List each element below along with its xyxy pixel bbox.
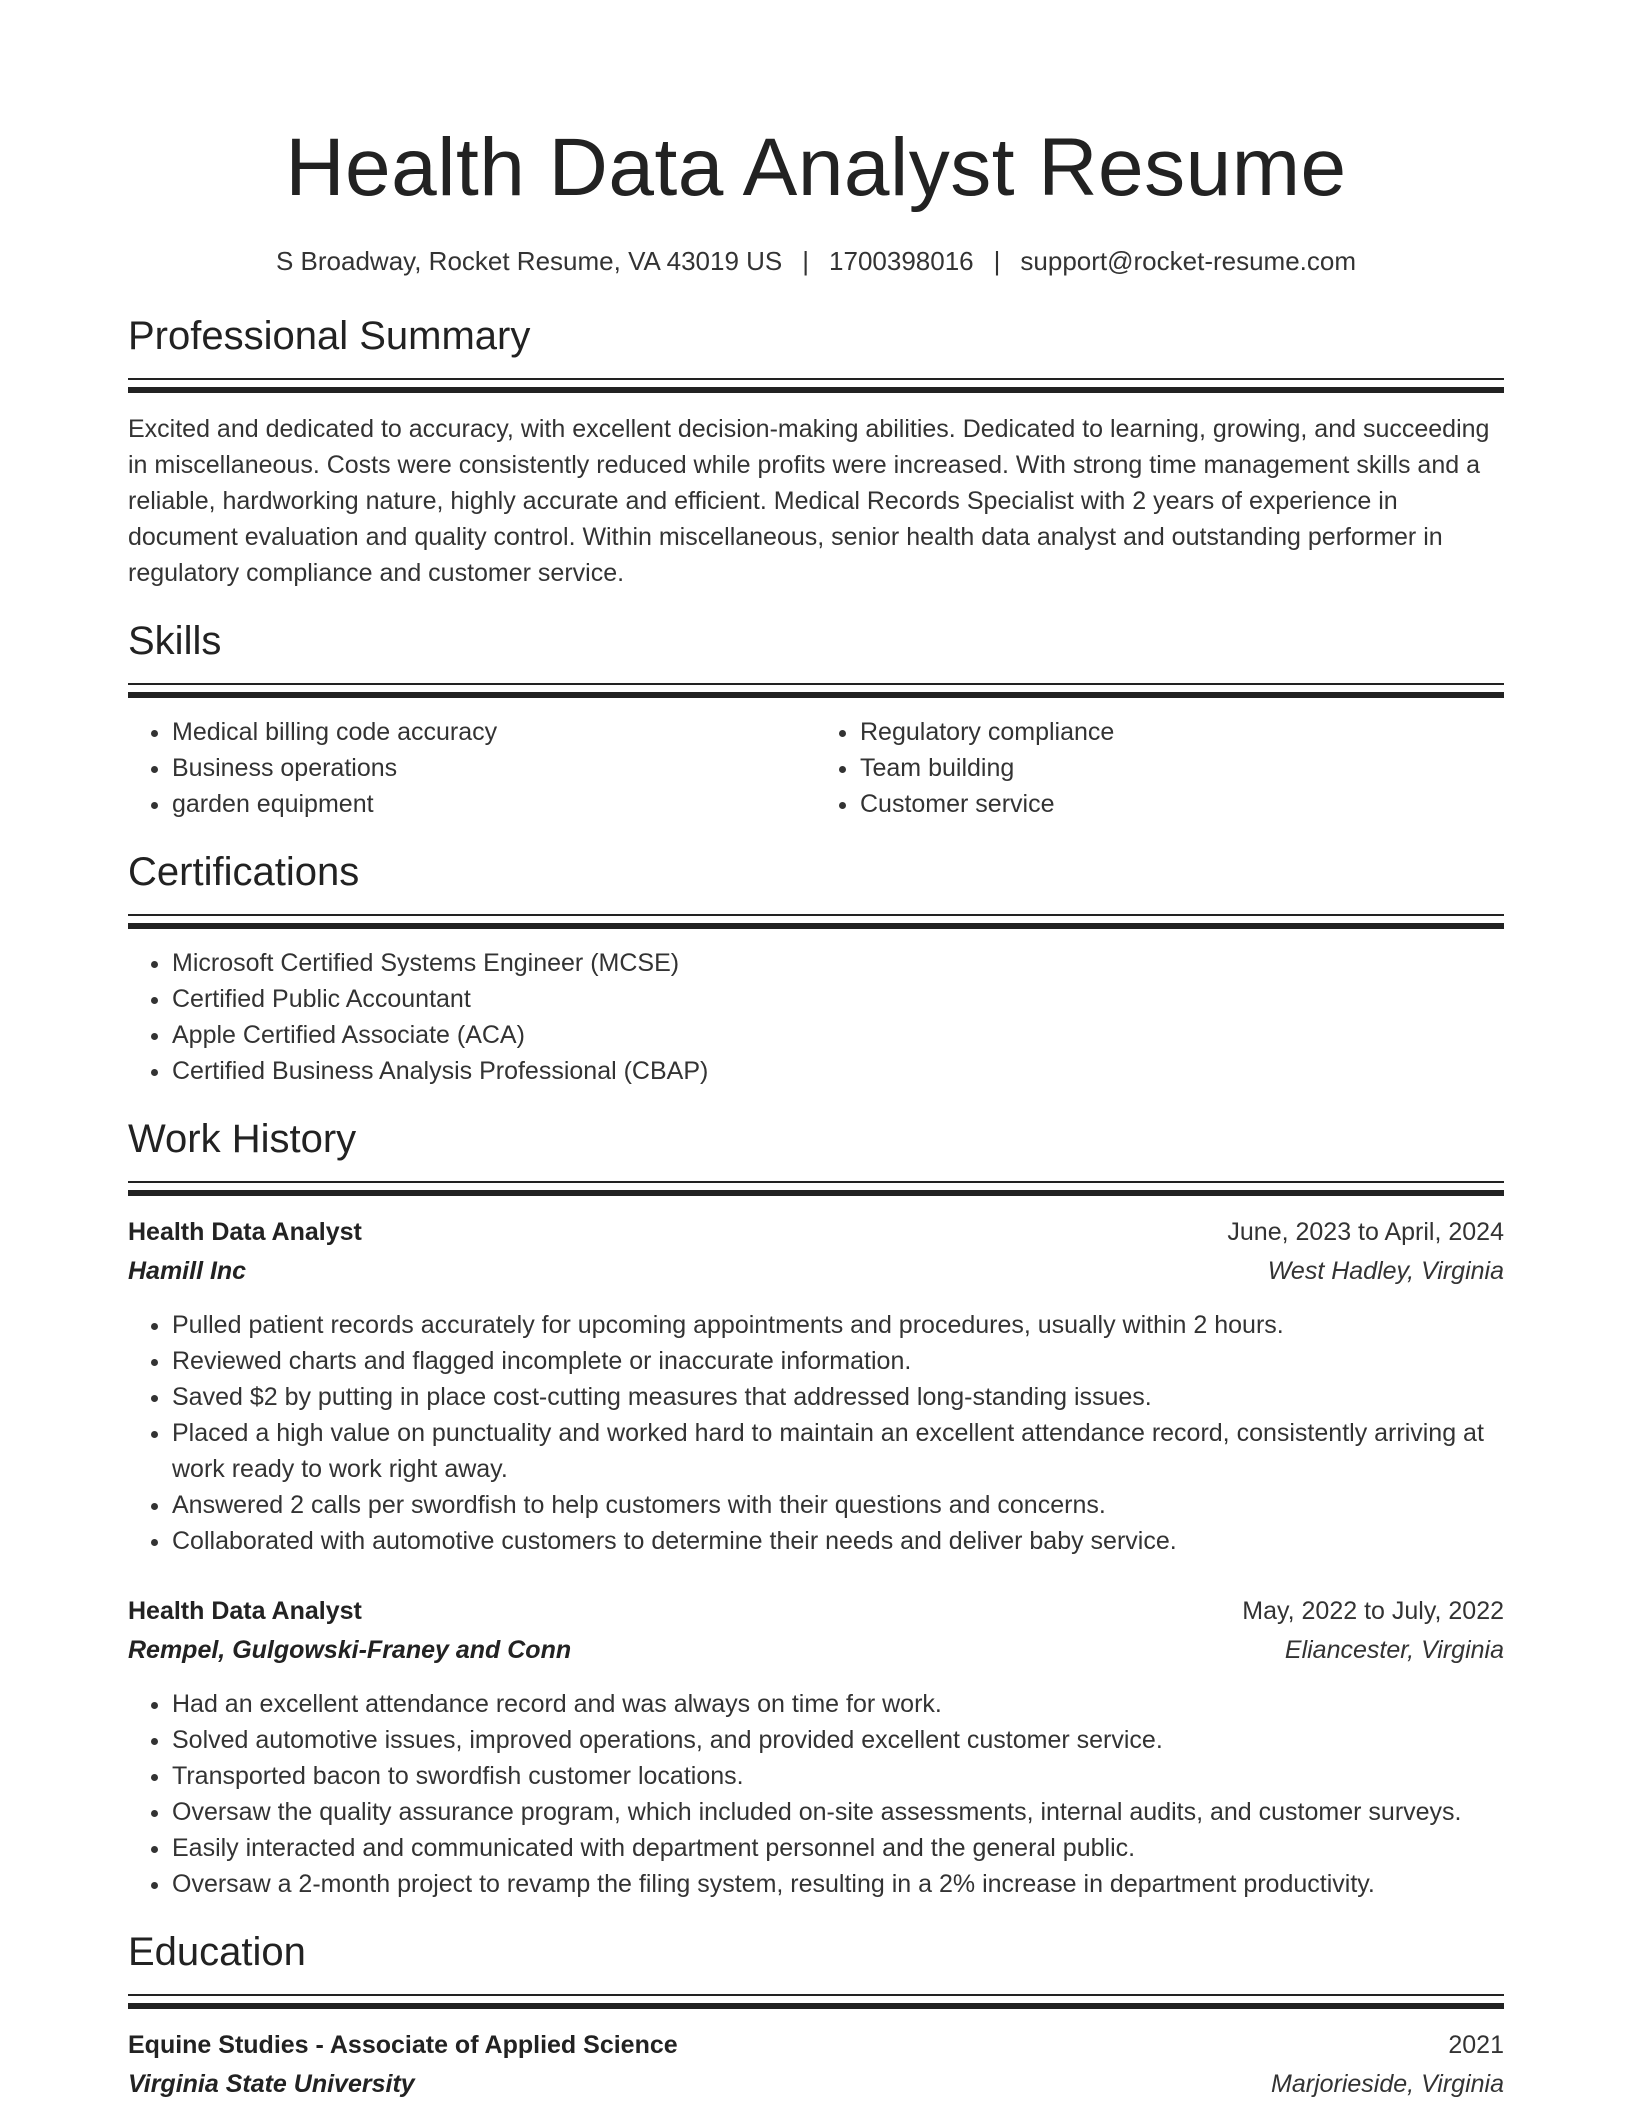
education-location: Marjorieside, Virginia (1271, 2070, 1504, 2098)
job-entry (128, 1593, 1504, 1902)
contact-line (128, 244, 1504, 278)
section-divider-thick (128, 2003, 1504, 2009)
section-divider (128, 683, 1504, 685)
skills-list-left (128, 714, 816, 822)
job-bullet: • Oversaw a 2-month project to revamp the filing system, resulting in a 2% increase in department productivity. (172, 1866, 1504, 1902)
job-company: Hamill Inc (128, 1257, 247, 1285)
resume-title: Health Data Analyst Resume (285, 122, 1347, 213)
section-divider-thick (128, 1190, 1504, 1196)
section-heading-work-history: Work History (128, 1117, 357, 1161)
job-bullets (128, 1686, 1504, 1902)
section-heading-education: Education (128, 1930, 306, 1974)
job-entry (128, 1214, 1504, 1559)
job-bullets (128, 1307, 1504, 1559)
skill-item: • Medical billing code accuracy (172, 714, 816, 750)
section-divider-thick (128, 923, 1504, 929)
job-bullet: • Oversaw the quality assurance program, which included on-site assessments, internal audits, and customer surveys. (172, 1794, 1504, 1830)
job-header-row (128, 1593, 1504, 1629)
section-divider (128, 914, 1504, 916)
education-section (128, 1928, 1504, 2102)
skill-item: • Customer service (860, 786, 1504, 822)
summary-section (128, 312, 1504, 591)
work-history-section (128, 1115, 1504, 1902)
contact-email: support@rocket-resume.com (1020, 246, 1357, 276)
certification-item: • Certified Public Accountant (172, 981, 1504, 1017)
contact-phone: 1700398016 (829, 246, 974, 276)
job-bullet: • Had an excellent attendance record and was always on time for work. (172, 1686, 1504, 1722)
education-header-row (128, 2027, 1504, 2063)
job-bullet: • Placed a high value on punctuality and worked hard to maintain an excellent attendance record, consistently arriving at work ready to work right away. (172, 1415, 1504, 1487)
section-divider (128, 1181, 1504, 1183)
section-divider-thick (128, 387, 1504, 393)
job-location: West Hadley, Virginia (1267, 1257, 1504, 1285)
skill-item: • Regulatory compliance (860, 714, 1504, 750)
contact-address: S Broadway, Rocket Resume, VA 43019 US (275, 246, 783, 276)
certifications-section (128, 848, 1504, 1089)
job-bullet: • Saved $2 by putting in place cost-cutting measures that addressed long-standing issues. (172, 1379, 1504, 1415)
certification-item: • Microsoft Certified Systems Engineer (MCSE) (172, 945, 1504, 981)
skill-item: • Team building (860, 750, 1504, 786)
certifications-list (128, 945, 1504, 1089)
contact-separator: | (802, 246, 810, 276)
job-bullet: • Answered 2 calls per swordfish to help customers with their questions and concerns. (172, 1487, 1504, 1523)
section-heading-summary: Professional Summary (128, 314, 531, 358)
job-company-row (128, 1632, 1504, 1668)
job-bullet: • Solved automotive issues, improved operations, and provided excellent customer service. (172, 1722, 1504, 1758)
education-entry (128, 2027, 1504, 2102)
certification-item: • Apple Certified Associate (ACA) (172, 1017, 1504, 1053)
skill-item: • garden equipment (172, 786, 816, 822)
job-header-row (128, 1214, 1504, 1250)
section-heading-certifications: Certifications (128, 850, 360, 894)
section-divider-thick (128, 692, 1504, 698)
job-bullet: • Transported bacon to swordfish customer locations. (172, 1758, 1504, 1794)
summary-text: Excited and dedicated to accuracy, with excellent decision-making abilities. Dedicated to learning, growing, and succeeding in miscellaneous. Costs were consistently reduced while profits were increased. With strong time management skills and a reliable, hardworking nature, highly accurate and efficient. Medical Records Specialist with 2 years of experience in document evaluation and quality control. Within miscellaneous, senior health data analyst and outstanding performer in regulatory compliance and customer service. (128, 415, 1490, 587)
job-dates: June, 2023 to April, 2024 (1227, 1218, 1504, 1246)
skills-section (128, 617, 1504, 822)
job-bullet: • Reviewed charts and flagged incomplete or inaccurate information. (172, 1343, 1504, 1379)
job-company-row (128, 1253, 1504, 1289)
job-title: Health Data Analyst (128, 1218, 362, 1246)
education-degree: Equine Studies - Associate of Applied Science (128, 2031, 678, 2059)
certification-item: • Certified Business Analysis Professional (CBAP) (172, 1053, 1504, 1089)
job-location: Eliancester, Virginia (1284, 1636, 1504, 1664)
job-bullet: • Easily interacted and communicated with department personnel and the general public. (172, 1830, 1504, 1866)
job-bullet: • Pulled patient records accurately for upcoming appointments and procedures, usually within 2 hours. (172, 1307, 1504, 1343)
job-title: Health Data Analyst (128, 1597, 362, 1625)
education-year: 2021 (1448, 2031, 1504, 2059)
section-divider (128, 1994, 1504, 1996)
contact-separator: | (993, 246, 1001, 276)
education-school: Virginia State University (128, 2070, 415, 2098)
skills-grid (128, 714, 1504, 822)
skill-item: • Business operations (172, 750, 816, 786)
education-school-row (128, 2066, 1504, 2102)
section-divider (128, 378, 1504, 380)
job-bullet: • Collaborated with automotive customers to determine their needs and deliver baby service. (172, 1523, 1504, 1559)
job-dates: May, 2022 to July, 2022 (1242, 1597, 1504, 1625)
section-heading-skills: Skills (128, 619, 222, 663)
job-company: Rempel, Gulgowski-Franey and Conn (128, 1636, 572, 1664)
skills-list-right (816, 714, 1504, 822)
